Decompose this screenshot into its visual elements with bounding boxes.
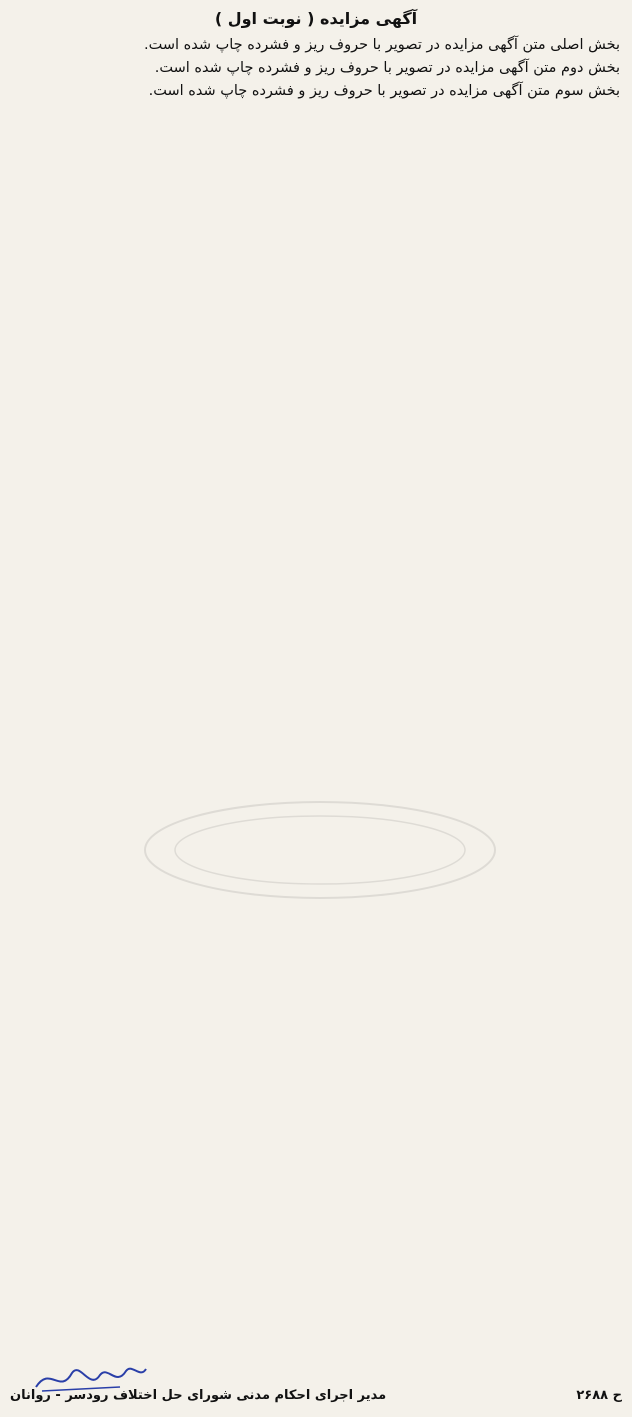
footer-code: ح ۲۶۸۸ <box>576 1387 622 1403</box>
document-title: آگهی مزایده ( نوبت اول ) <box>214 9 418 28</box>
body-paragraph-3: بخش سوم متن آگهی مزایده در تصویر با حروف ریز و فشرده چاپ شده است. <box>148 83 620 100</box>
body-paragraph-1: بخش اصلی متن آگهی مزایده در تصویر با حروف ریز و فشرده چاپ شده است. <box>144 37 620 53</box>
document-footer <box>10 1381 622 1409</box>
seal-watermark-icon <box>130 790 510 910</box>
body-paragraph-2: بخش دوم متن آگهی مزایده در تصویر با حروف ریز و فشرده چاپ شده است. <box>154 60 620 77</box>
document-body <box>12 34 620 104</box>
footer-signature-text: مدیر اجرای احکام مدنی شورای حل اختلاف رودسر - روانان <box>10 1387 387 1403</box>
